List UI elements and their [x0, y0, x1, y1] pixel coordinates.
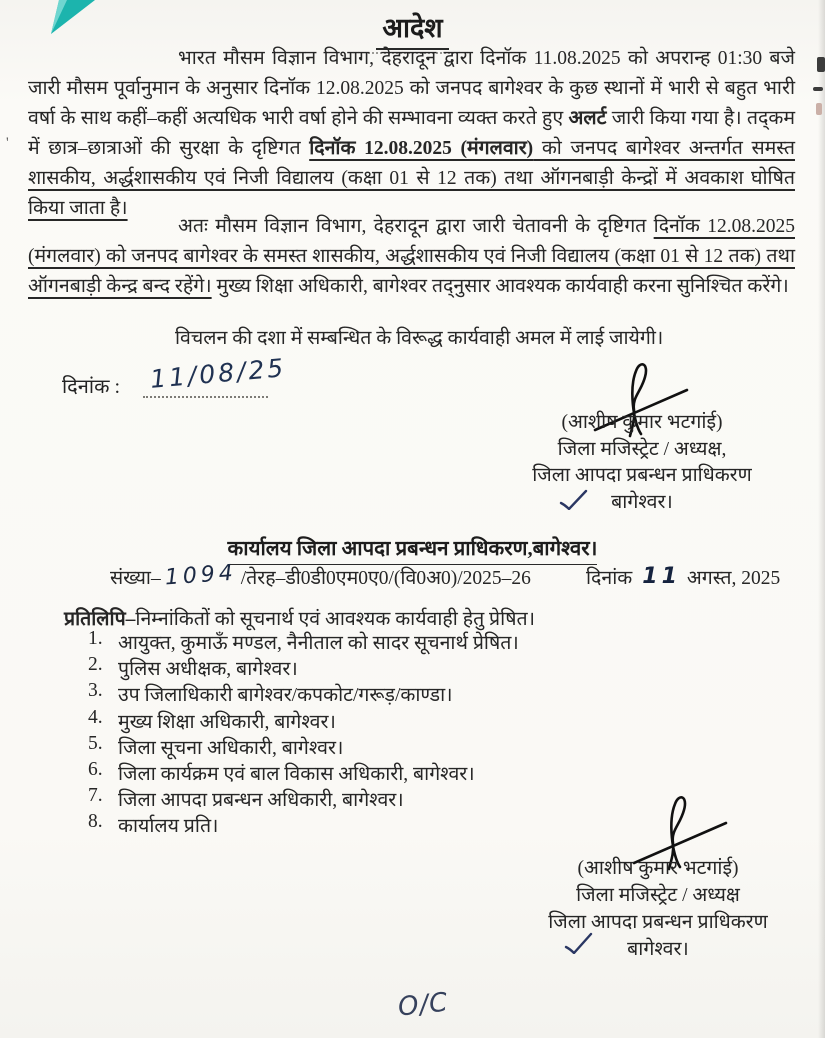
list-number: 3. — [88, 680, 103, 702]
list-text: जिला सूचना अधिकारी, बागेश्वर। — [118, 737, 344, 759]
reference-date — [586, 563, 780, 590]
scan-artifact-mark — [813, 87, 823, 91]
list-text: कार्यालय प्रति। — [118, 816, 219, 838]
signatory-title: जिला मजिस्ट्रेट / अध्यक्ष — [576, 885, 740, 906]
list-text: मुख्य शिक्षा अधिकारी, बागेश्वर। — [118, 711, 336, 733]
signatory-name: (आशीष कुमार भटगांई) — [561, 412, 723, 433]
list-number: 8. — [88, 811, 103, 833]
date-dotted-line — [143, 374, 268, 398]
list-number: 5. — [88, 732, 103, 754]
p1-text: जारी किया गया है। तद्कम में छात्र–छात्राओं की सुरक्षा के दृष्टिगत — [28, 108, 795, 159]
list-text: उप जिलाधिकारी बागेश्वर/कपकोट/गरूड़/काण्डा। — [118, 685, 453, 707]
list-item — [88, 654, 519, 680]
copy-to-line — [64, 604, 535, 631]
copy-recipient-list — [88, 628, 519, 838]
signatory-org: जिला आपदा प्रबन्धन प्राधिकरण — [548, 912, 768, 933]
list-text: जिला आपदा प्रबन्धन अधिकारी, बागेश्वर। — [118, 790, 404, 812]
reference-number-line — [110, 560, 531, 591]
ref-date-label: दिनांक — [586, 568, 633, 589]
signatory-place: बागेश्वर। — [611, 491, 673, 513]
list-text: पुलिस अधीक्षक, बागेश्वर। — [118, 659, 298, 681]
paragraph-violation-warning: विचलन की दशा में सम्बन्धित के विरूद्ध कार्यवाही अमल में लाई जायेगी। — [175, 328, 664, 349]
p1-text: भारत मौसम विज्ञान विभाग, देहरादून द्वारा दिनॉक 11.08.2025 को अपरान्ह 01:30 बजे जारी मौसम पूर्वानुमान के अनुसार दिनॉक 12.08.2025 को जनपद बागेश्वर के कुछ स्थानों में भारी से बहुत भारी वर्षा के साथ कहीं–कहीं अत्यधिक भारी वर्षा होने की सम्भावना व्यक्त करते हुए — [28, 48, 795, 129]
paragraph-closure-order — [28, 212, 795, 302]
scan-artifact-mark — [816, 103, 822, 115]
copy-label: प्रतिलिपि– — [64, 609, 136, 630]
list-item — [88, 759, 519, 785]
checkmark-icon — [563, 930, 597, 954]
list-item — [88, 680, 519, 706]
p1-bold-alert: अलर्ट — [568, 108, 607, 129]
title-text: आदेश — [376, 8, 448, 50]
signatory-org: जिला आपदा प्रबन्धन प्राधिकरण — [532, 465, 752, 486]
ref-date-rest: अगस्त, 2025 — [686, 568, 781, 589]
checkmark-icon — [558, 488, 592, 510]
scan-artifact-mark — [817, 57, 825, 72]
signatory-block-1 — [462, 410, 822, 516]
signatory-block-2 — [478, 855, 825, 963]
list-number: 1. — [88, 628, 103, 649]
list-text: जिला कार्यक्रम एवं बाल विकास अधिकारी, बागेश्वर। — [118, 763, 475, 785]
handwritten-ref-number: 1094 — [163, 560, 238, 591]
signatory-name: (आशीष कुमार भटगांई) — [577, 858, 739, 879]
handwritten-day: 11 — [642, 564, 681, 589]
office-heading — [0, 534, 825, 565]
p2-underlined-closure: दिनॉक 12.08.2025 (मंगलवार) को जनपद बागेश्वर के समस्त शासकीय, अर्द्धशासकीय एवं निजी विद्यालय (कक्षा 01 से 12 तक) तथा ऑगनबाड़ी केन्द्र बन्द रहेंगे। — [28, 216, 795, 297]
list-number: 7. — [88, 785, 103, 807]
paragraph-weather-alert — [28, 44, 795, 224]
handwritten-office-copy-mark: O/C — [396, 987, 450, 1023]
signatory-place: बागेश्वर। — [627, 939, 689, 960]
list-item — [88, 785, 519, 811]
list-item — [88, 628, 519, 654]
date-label: दिनांक : — [62, 376, 120, 398]
handwritten-date: 11/08/25 — [148, 353, 288, 394]
p1-underlined-date: दिनॉक 12.08.2025 (मंगलवार) — [309, 138, 534, 159]
office-heading-text: कार्यालय जिला आपदा प्रबन्धन प्राधिकरण,बागेश्वर। — [228, 534, 598, 565]
list-number: 4. — [88, 706, 103, 728]
copy-text: निम्नांकितों को सूचनार्थ एवं आवश्यक कार्यवाही हेतु प्रेषित। — [135, 609, 535, 630]
list-number: 2. — [88, 654, 103, 676]
list-item — [88, 733, 519, 759]
p2-text: मुख्य शिक्षा अधिकारी, बागेश्वर तद्नुसार आवश्यक कार्यवाही करना सुनिश्चित करेंगे। — [211, 276, 789, 297]
list-number: 6. — [88, 758, 103, 780]
signatory-title: जिला मजिस्ट्रेट / अध्यक्ष, — [557, 438, 727, 460]
scan-artifact-mark: ' — [6, 135, 9, 151]
ref-label: संख्या– — [110, 568, 161, 589]
p2-text: अतः मौसम विज्ञान विभाग, देहरादून द्वारा जारी चेतावनी के दृष्टिगत — [178, 216, 654, 237]
ref-rest: /तेरह–डी0डी0एम0ए0/(वि0अ0)/2025–26 — [240, 568, 531, 589]
list-text: आयुक्त, कुमाऊँ मण्डल, नैनीताल को सादर सूचनार्थ प्रेषित। — [118, 633, 519, 654]
list-item — [88, 811, 519, 837]
list-item — [88, 707, 519, 733]
p1-underlined-holiday-declaration: को जनपद बागेश्वर अन्तर्गत समस्त शासकीय, अर्द्धशासकीय एवं निजी विद्यालय (कक्षा 01 से 12 तक) तथा ऑगनबाड़ी केन्द्रों में अवकाश घोषित किया जाता है। — [28, 138, 795, 219]
